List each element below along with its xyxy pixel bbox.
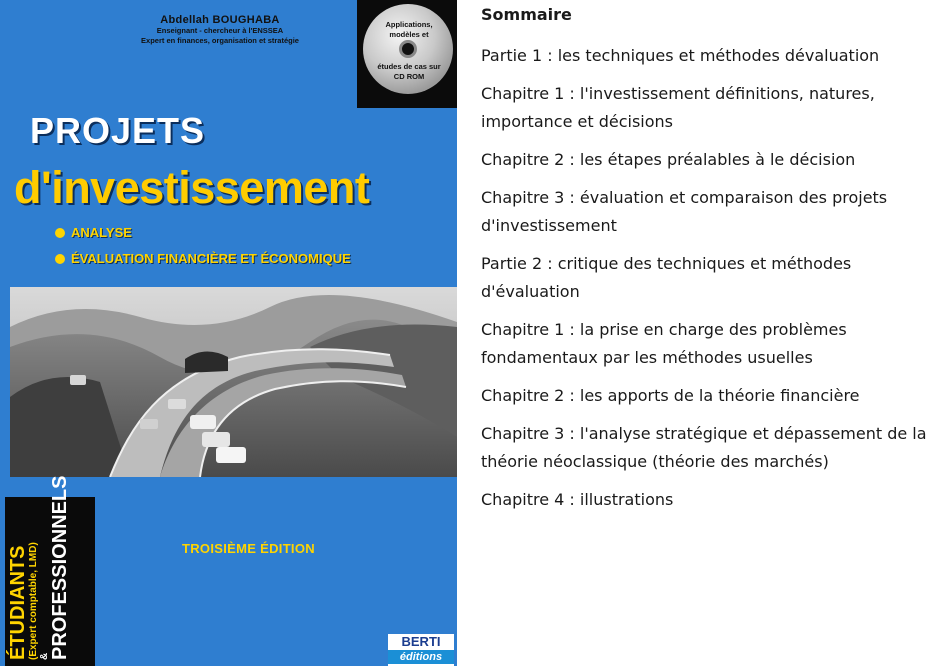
toc-item-partie-2: Partie 2 : critique des techniques et méthodes d'évaluation [481, 254, 852, 301]
audience-professionals: PROFESSIONNELS [49, 475, 71, 660]
cover-audience-text [8, 476, 70, 660]
table-of-contents [481, 4, 931, 524]
author-name: Abdellah BOUGHABA [160, 14, 280, 26]
audience-students-detail: (Expert comptable, LMD) [28, 542, 39, 660]
cd-disc-icon [363, 4, 453, 94]
toc-item-p1-chapitre-1: Chapitre 1 : l'investissement définitions, natures, importance et décisions [481, 84, 875, 131]
cover-edition: TROISIÈME ÉDITION [182, 541, 315, 556]
toc-item-p2-chapitre-1: Chapitre 1 : la prise en charge des problèmes fondamentaux par les méthodes usuelles [481, 320, 847, 367]
cd-text-bottom: études de cas sur CD ROM [377, 62, 441, 81]
cover-bullet-evaluation [55, 251, 351, 266]
toc-item-partie-1: Partie 1 : les techniques et méthodes dévaluation [481, 46, 880, 65]
author-block [95, 14, 345, 46]
audience-ampersand: & [39, 652, 50, 660]
publisher-editions: éditions [388, 650, 454, 664]
highway-photo-illustration [10, 287, 457, 477]
toc-title: Sommaire [481, 5, 572, 24]
audience-students: ÉTUDIANTS [7, 545, 29, 660]
cover-highway-photo [10, 287, 457, 477]
cover-title-line1: PROJETS [30, 110, 206, 151]
publisher-name: BERTI [401, 634, 441, 649]
cover-bullet-text: ANALYSE [71, 225, 132, 240]
toc-item-p1-chapitre-3: Chapitre 3 : évaluation et comparaison des projets d'investissement [481, 188, 888, 235]
cover-bullet-analyse [55, 225, 132, 240]
toc-item-p2-chapitre-2: Chapitre 2 : les apports de la théorie financière [481, 386, 860, 405]
cd-hole [399, 40, 417, 58]
toc-item-p2-chapitre-4: Chapitre 4 : illustrations [481, 490, 674, 509]
book-cover [0, 0, 457, 666]
author-title: Enseignant - chercheur à l'ENSSEA [156, 26, 284, 35]
toc-item-p2-chapitre-3: Chapitre 3 : l'analyse stratégique et dépassement de la théorie néoclassique (théorie des marchés) [481, 424, 927, 471]
bullet-dot-icon [55, 228, 65, 238]
cd-rom-badge [357, 0, 457, 108]
bullet-dot-icon [55, 254, 65, 264]
cover-bullet-text: ÉVALUATION FINANCIÈRE ET ÉCONOMIQUE [71, 251, 351, 266]
toc-item-p1-chapitre-2: Chapitre 2 : les étapes préalables à le décision [481, 150, 856, 169]
cover-title-line2: d'investissement [14, 162, 370, 213]
cd-text-top: Applications, modèles et [385, 20, 433, 39]
author-expertise: Expert en finances, organisation et stratégie [141, 36, 299, 45]
publisher-logo [388, 634, 454, 666]
